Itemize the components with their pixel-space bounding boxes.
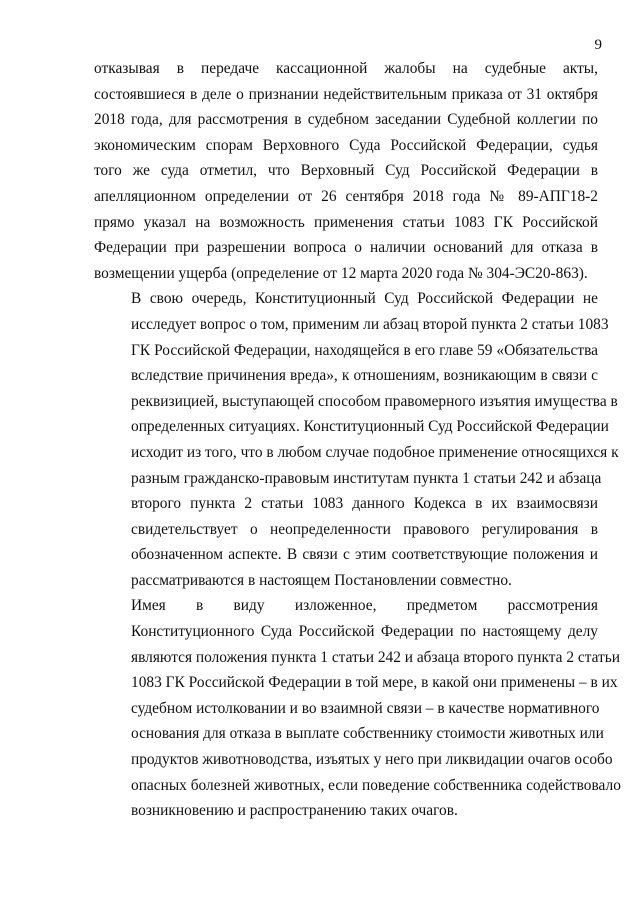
text-line: возмещении ущерба (определение от 12 марта 2020 года № 304-ЭС20-863). [94,264,588,282]
paragraph-1 [94,56,598,286]
text-line: опасных болезней животных, если поведение собственника содействовало [131,776,621,794]
text-line: 1083 ГК Российской Федерации в той мере, в какой они применены – в их [131,674,618,692]
paragraph-3 [94,593,621,823]
text-line: исходит из того, что в любом случае подобное применение относящихся к [131,443,619,461]
text-line: апелляционном определении от 26 сентября 2018 года № 89-АПГ18-2 [94,187,598,205]
text-line: продуктов животноводства, изъятых у него при ликвидации очагов особо [131,751,613,769]
text-line: отказывая в передаче кассационной жалобы на судебные акты, [94,60,598,77]
paragraph-2 [94,286,619,593]
text-line: реквизицией, выступающей способом правомерного изъятия имущества в [131,392,618,410]
text-line: прямо указал на возможность применения статьи 1083 ГК Российской [94,213,598,231]
text-line: того же суда отметил, что Верховный Суд Российской Федерации в [94,162,598,180]
document-body [94,56,621,824]
text-line: В свою очередь, Конституционный Суд Российской Федерации не [131,290,598,308]
text-line: обозначенном аспекте. В связи с этим соответствующие положения и [131,546,598,564]
text-line: ГК Российской Федерации, находящейся в его главе 59 «Обязательства [131,341,598,359]
text-line: основания для отказа в выплате собственнику стоимости животных или [131,725,604,743]
text-line: Имея в виду изложенное, предметом рассмотрения [131,597,598,615]
text-line: рассматриваются в настоящем Постановлении совместно. [131,571,512,589]
text-line: 2018 года, для рассмотрения в судебном заседании Судебной коллегии по [94,111,598,129]
text-line: второго пункта 2 статьи 1083 данного Кодекса в их взаимосвязи [131,495,598,513]
text-line: являются положения пункта 1 статьи 242 и абзаца второго пункта 2 статьи [131,648,621,666]
text-line: судебном истолковании и во взаимной связи – в качестве нормативного [131,699,600,717]
text-line: Федерации при разрешении вопроса о наличии оснований для отказа в [94,239,598,257]
text-line: состоявшиеся в деле о признании недействительным приказа от 31 октября [94,85,598,103]
text-line: разным гражданско-правовым институтам пункта 1 статьи 242 и абзаца [131,469,602,487]
text-line: Конституционного Суда Российской Федерации по настоящему делу [131,623,598,641]
text-line: вследствие причинения вреда», к отношениям, возникающим в связи с [131,367,598,385]
text-line: экономическим спорам Верховного Суда Российской Федерации, судья [94,136,598,154]
text-line: возникновению и распространению таких очагов. [131,802,458,820]
text-line: свидетельствует о неопределенности правового регулирования в [131,520,598,538]
text-line: определенных ситуациях. Конституционный Суд Российской Федерации [131,418,609,436]
text-line: исследует вопрос о том, применим ли абзац второй пункта 2 статьи 1083 [131,315,609,333]
page-number: 9 [594,37,602,53]
